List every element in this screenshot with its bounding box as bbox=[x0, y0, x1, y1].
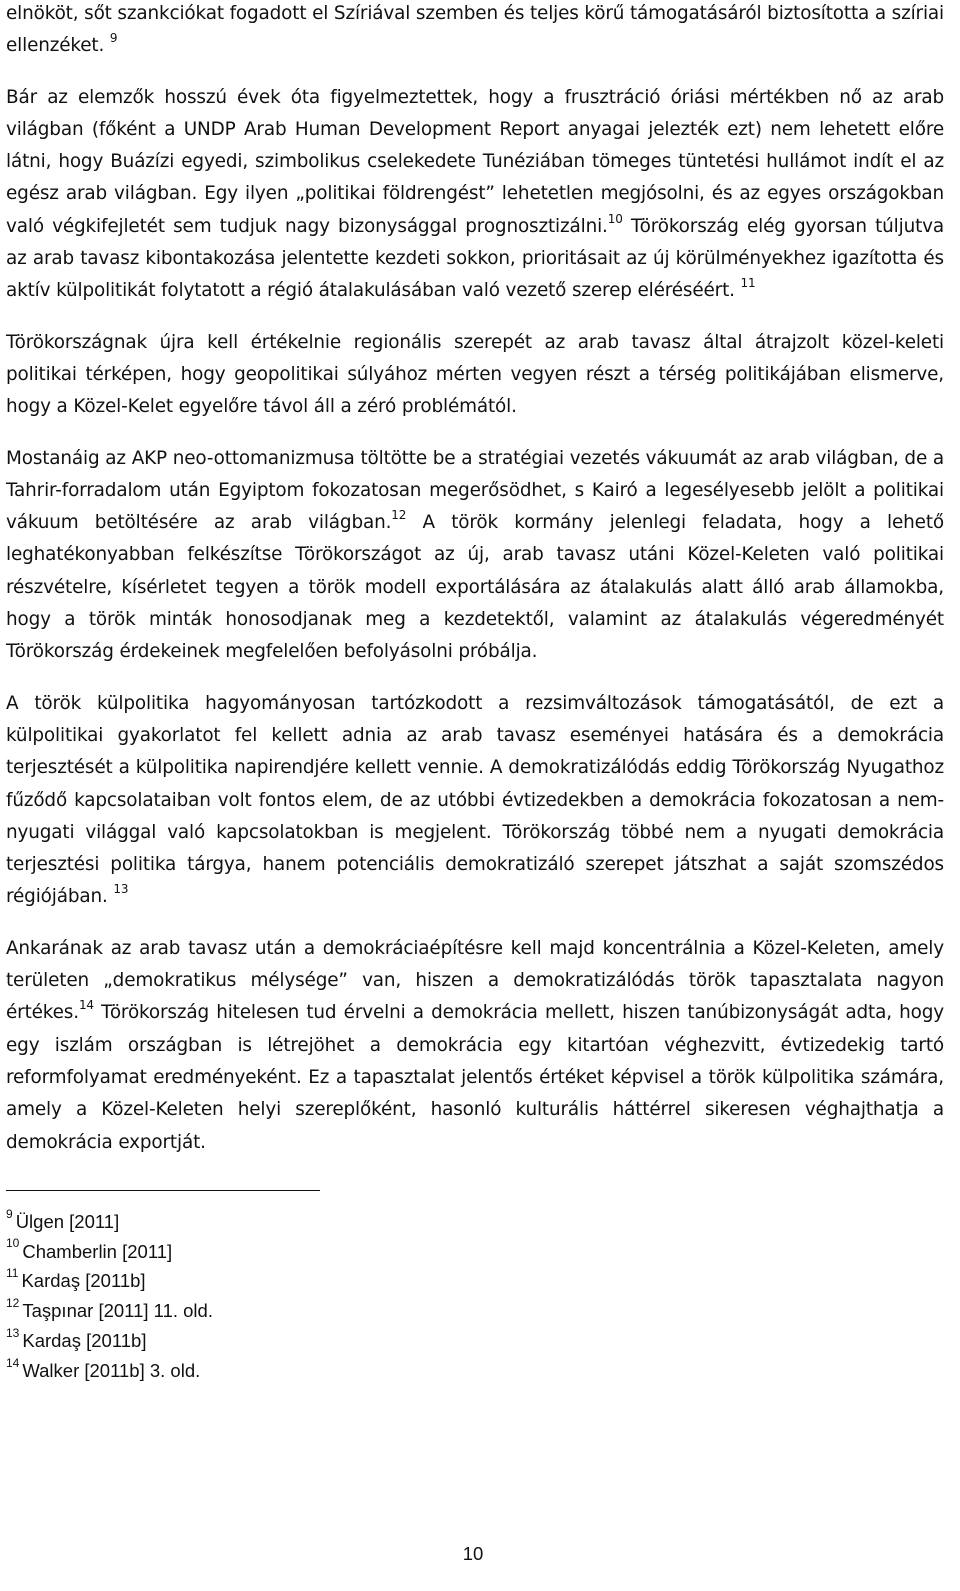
paragraph-5 bbox=[6, 688, 944, 914]
paragraph-2-text-a: Bár az elemzők hosszú évek óta figyelmeztettek, hogy a frusztráció óriási mértékben nő az arab világban (főként a UNDP Arab Human Development Report anyagai jelezték ezt) nem lehetett előre látni, hogy Buázízi egyedi, szimbolikus cselekedete Tunéziában tömeges tüntetési hullámot indít el az egész arab világban. Egy ilyen „politikai földrengést” lehetetlen megjósolni, és az egyes országokban való végkifejletét sem tudjuk nagy bizonysággal prognosztizálni. bbox=[6, 86, 944, 237]
footnote-ref-9[interactable]: 9 bbox=[109, 31, 118, 46]
footnote-text: Taşpınar [2011] 11. old. bbox=[22, 1300, 213, 1322]
document-page bbox=[6, 0, 944, 1386]
footnote-ref-14[interactable]: 14 bbox=[78, 998, 94, 1013]
footnote-11 bbox=[6, 1266, 944, 1296]
page-number: 10 bbox=[462, 1543, 484, 1564]
paragraph-4 bbox=[6, 443, 944, 669]
footnote-text: Walker [2011b] 3. old. bbox=[22, 1359, 201, 1381]
footnote-12 bbox=[6, 1296, 944, 1326]
footnote-ref-10[interactable]: 10 bbox=[607, 211, 623, 226]
footnotes-list bbox=[6, 1207, 944, 1386]
paragraph-6-text-b: Törökország hitelesen tud érvelni a demokrácia mellett, hiszen tanúbizonyságát adta, hogy egy iszlám országban is létrejöhet a demokrácia egy kitartóan véghezvitt, évtizedekig tartó reformfolyamat eredményeként. Ez a tapasztalat jelentős értéket képvisel a török külpolitika számára, amely a Közel-Keleten helyi szereplőként, hasonló kulturális háttérrel sikeresen véghajthatja a demokrácia exportját. bbox=[6, 1002, 944, 1153]
paragraph-6-text-a: Ankarának az arab tavasz után a demokráciaépítésre kell majd koncentrálnia a Közel-Keleten, amely területen „demokratikus mélysége” van, hiszen a demokratizálódás török tapasztalata nagyon értékes. bbox=[6, 937, 944, 1024]
paragraph-3-text: Törökországnak újra kell értékelnie regionális szerepét az arab tavasz által átrajzolt közel-keleti politikai térképen, hogy geopolitikai súlyához mérten vegyen részt a térség politikájában elismerve, hogy a Közel-Kelet egyelőre távol áll a zéró problémától. bbox=[6, 331, 944, 418]
footnote-13 bbox=[6, 1326, 944, 1356]
footnote-number: 14 bbox=[6, 1355, 20, 1370]
footnote-number: 11 bbox=[6, 1266, 19, 1281]
paragraph-3 bbox=[6, 327, 944, 424]
footnote-number: 12 bbox=[6, 1296, 20, 1311]
paragraph-2-text-b: Törökország elég gyorsan túljutva az arab tavasz kibontakozása jelentette kezdeti sokkon, prioritásait az új körülményekhez igazította és aktív külpolitikát folytatott a régió átalakulásában való vezető szerep eléréséért. bbox=[6, 215, 944, 302]
footnote-ref-11[interactable]: 11 bbox=[740, 276, 756, 291]
paragraph-1-text: elnököt, sőt szankciókat fogadott el Szíriával szemben és teljes körű támogatásáról biztosította a szíriai ellenzéket. bbox=[6, 3, 944, 57]
footnote-9 bbox=[6, 1207, 944, 1237]
paragraph-5-text: A török külpolitika hagyományosan tartózkodott a rezsimváltozások támogatásától, de ezt a külpolitikai gyakorlatot fel kellett adnia az arab tavasz eseményei hatására és a demokrácia terjesztését a külpolitika napirendjére kellett vennie. A demokratizálódás eddig Törökország Nyugathoz fűződő kapcsolataiban volt fontos elem, de az utóbbi évtizedekben a demokrácia fokozatosan a nem-nyugati világgal való kapcsolatokban is megjelent. Törökország többé nem a nyugati demokrácia terjesztési politika tárgya, hanem potenciális demokratizáló szerepet játszhat a saját szomszédos régiójában. bbox=[6, 692, 944, 908]
footnote-text: Ülgen [2011] bbox=[15, 1210, 120, 1232]
footnote-text: Chamberlin [2011] bbox=[22, 1240, 173, 1262]
footnote-number: 13 bbox=[6, 1325, 20, 1340]
footnote-ref-12[interactable]: 12 bbox=[391, 508, 407, 523]
footnote-separator bbox=[6, 1190, 320, 1191]
paragraph-6 bbox=[6, 933, 944, 1159]
footnote-ref-13[interactable]: 13 bbox=[113, 882, 129, 897]
footnote-14 bbox=[6, 1356, 944, 1386]
footnote-number: 10 bbox=[6, 1236, 20, 1251]
paragraph-2 bbox=[6, 82, 944, 308]
footnote-10 bbox=[6, 1237, 944, 1267]
paragraph-1 bbox=[6, 0, 944, 63]
paragraph-4-text-a: Mostanáig az AKP neo-ottomanizmusa töltötte be a stratégiai vezetés vákuumát az arab világban, de a Tahrir-forradalom után Egyiptom fokozatosan megerősödhet, s Kairó a legesélyesebb jelölt a politikai vákuum betöltésére az arab világban. bbox=[6, 447, 944, 534]
footnote-text: Kardaş [2011b] bbox=[22, 1329, 147, 1351]
footnote-text: Kardaş [2011b] bbox=[21, 1270, 146, 1292]
paragraph-4-text-b: A török kormány jelenlegi feladata, hogy a lehető leghatékonyabban felkészítse Törökországot az új, arab tavasz utáni Közel-Keleten való politikai részvételre, kísérletet tegyen a török modell exportálására az átalakulás alatt álló arab államokba, hogy a török minták honosodjanak meg a kezdetektől, valamint az átalakulás végeredményét Törökország érdekeinek megfelelően befolyásolni próbálja. bbox=[6, 512, 944, 663]
footnote-number: 9 bbox=[6, 1206, 13, 1221]
